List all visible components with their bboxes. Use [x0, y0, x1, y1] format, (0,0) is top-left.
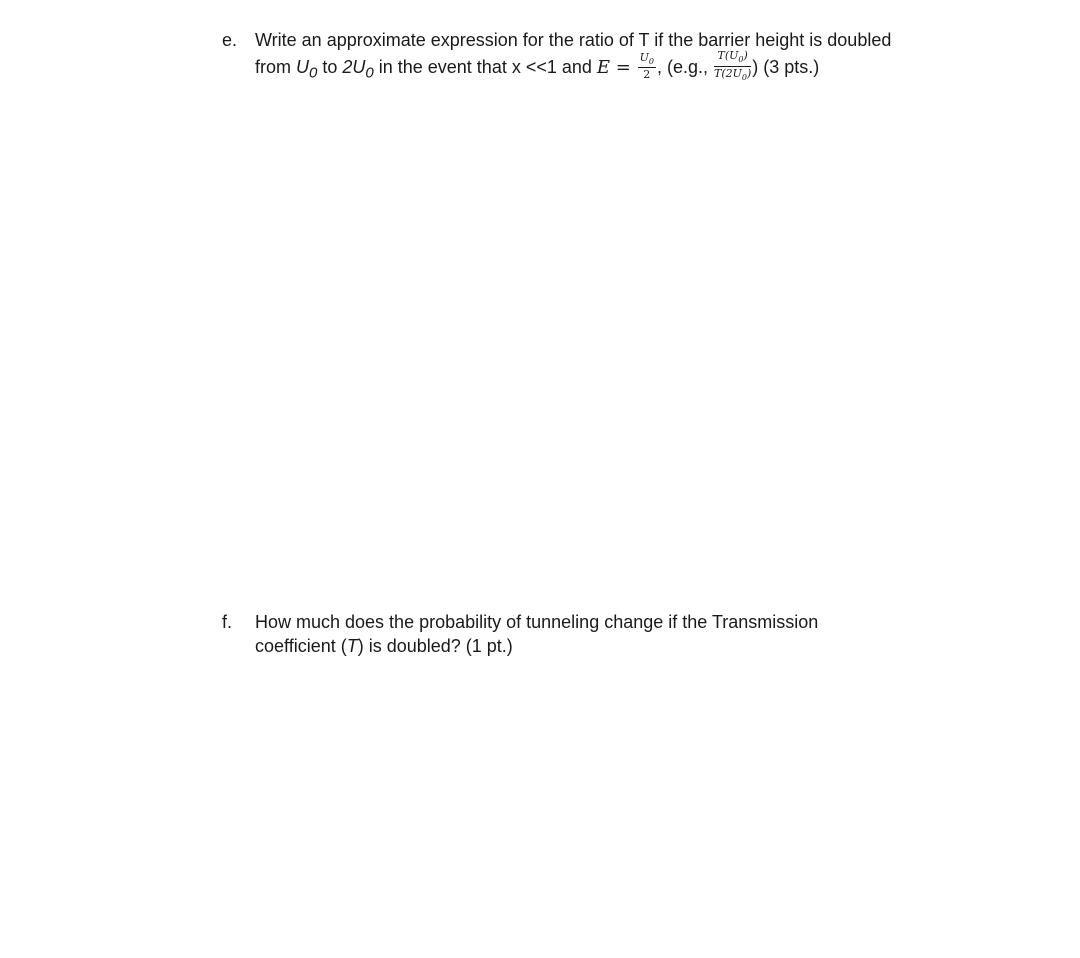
question-e-line-1: Write an approximate expression for the ratio of T if the barrier height is doubled — [255, 30, 892, 50]
text-coefficient: coefficient ( — [255, 636, 347, 656]
fraction-ratio-t: $\frac{T(U_0)}{T(2U_0)}$ — [713, 49, 752, 82]
question-e-line-2 — [255, 49, 982, 85]
question-f — [222, 610, 982, 658]
var-t: T — [346, 636, 358, 656]
question-f-line-2 — [255, 634, 982, 658]
fraction-u0-over-2: $\frac{U_0}{2}$ — [639, 50, 654, 82]
math-equals: = — [610, 56, 637, 78]
text-points-e: ) (3 pts.) — [752, 56, 820, 77]
text-eg-open: , (e.g., — [656, 56, 713, 77]
var-2u0: $2U_0$ — [342, 56, 374, 82]
question-f-line-1: How much does the probability of tunneling change if the Transmission — [255, 612, 819, 632]
question-e-body — [255, 28, 982, 85]
text-event: in the event that x <<1 and — [373, 56, 597, 77]
question-e-label: e. — [222, 30, 238, 50]
text-points-f: ) is doubled? (1 pt.) — [357, 636, 513, 656]
math-e: E — [596, 56, 611, 78]
question-e — [222, 28, 982, 85]
text-from: from — [255, 56, 297, 77]
question-f-label: f. — [222, 612, 233, 632]
text-to: to — [317, 56, 343, 77]
question-f-body — [255, 610, 982, 658]
var-u0: $U_0$ — [296, 56, 318, 82]
